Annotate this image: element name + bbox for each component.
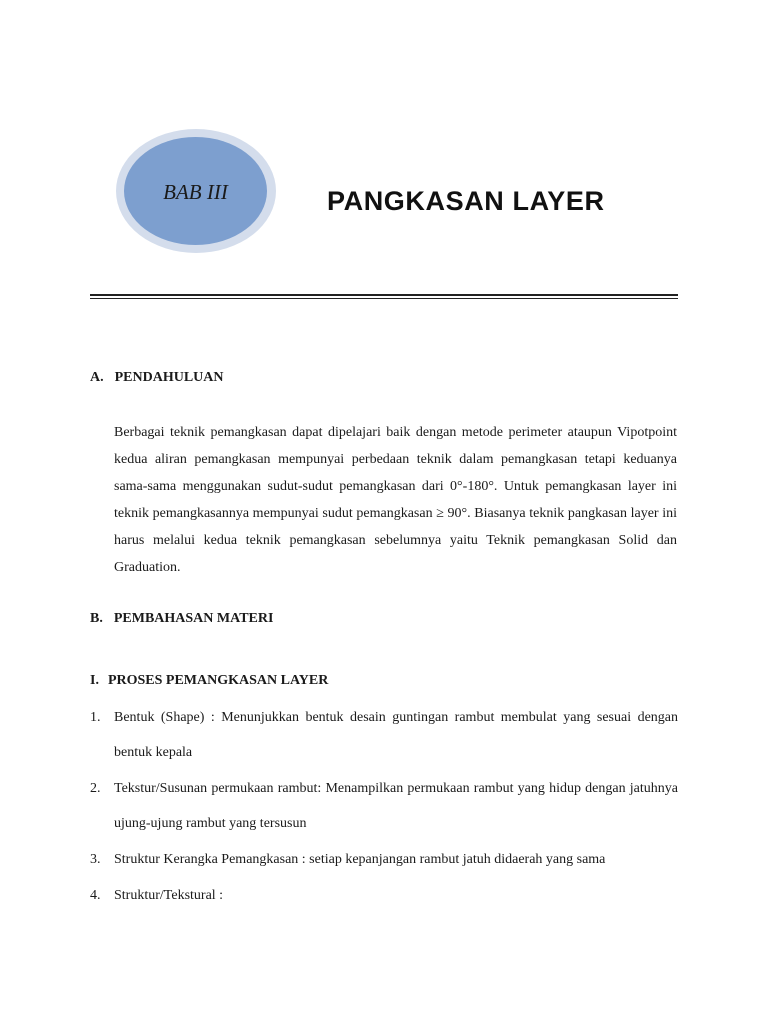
section-a-paragraph: Berbagai teknik pemangkasan dapat dipelajari baik dengan metode perimeter ataupun Vipotpoint kedua aliran pemangkasan mempunyai perbedaan teknik dalam pemangkasan tetapi keduanya sama-sama menggunakan sudut-sudut pemangkasan dari 0°-180°. Untuk pemangkasan layer ini teknik pemangkasannya mempunyai sudut pemangkasan ≥ 90°. Biasanya teknik pangkasan layer ini harus melalui kedua teknik pemangkasan sebelumnya yaitu Teknik pemangkasan Solid dan Graduation. [114, 425, 677, 575]
list-item-text: Tekstur/Susunan permukaan rambut: Menampilkan permukaan rambut yang hidup dengan jatuhnya ujung-ujung rambut yang tersusun [114, 781, 678, 831]
list-item-number: 4. [90, 888, 101, 903]
section-i-title: PROSES PEMANGKASAN LAYER [107, 673, 329, 688]
section-b-heading [90, 611, 273, 627]
list-item-number: 2. [90, 781, 101, 796]
chapter-title: PANGKASAN LAYER [327, 186, 605, 216]
chapter-badge [124, 137, 267, 245]
header-divider-thin [90, 298, 678, 299]
section-a-marker: A. [90, 370, 104, 385]
section-b-title: PEMBAHASAN MATERI [113, 611, 274, 626]
header-divider-thick [90, 294, 678, 296]
list-item-number: 3. [90, 852, 101, 867]
list-item-text: Bentuk (Shape) : Menunjukkan bentuk desain guntingan rambut membulat yang sesuai dengan bentuk kepala [114, 710, 678, 760]
list-item-text: Struktur Kerangka Pemangkasan : setiap kepanjangan rambut jatuh didaerah yang sama [114, 852, 606, 867]
list-item-number: 1. [90, 710, 101, 725]
section-i-heading [90, 673, 328, 689]
chapter-number: BAB III [163, 179, 228, 204]
section-a-title: PENDAHULUAN [114, 370, 224, 385]
list-item-text: Struktur/Tekstural : [114, 888, 224, 903]
section-i-marker: I. [90, 673, 99, 688]
section-b-marker: B. [90, 611, 103, 626]
section-a-heading [90, 370, 224, 386]
